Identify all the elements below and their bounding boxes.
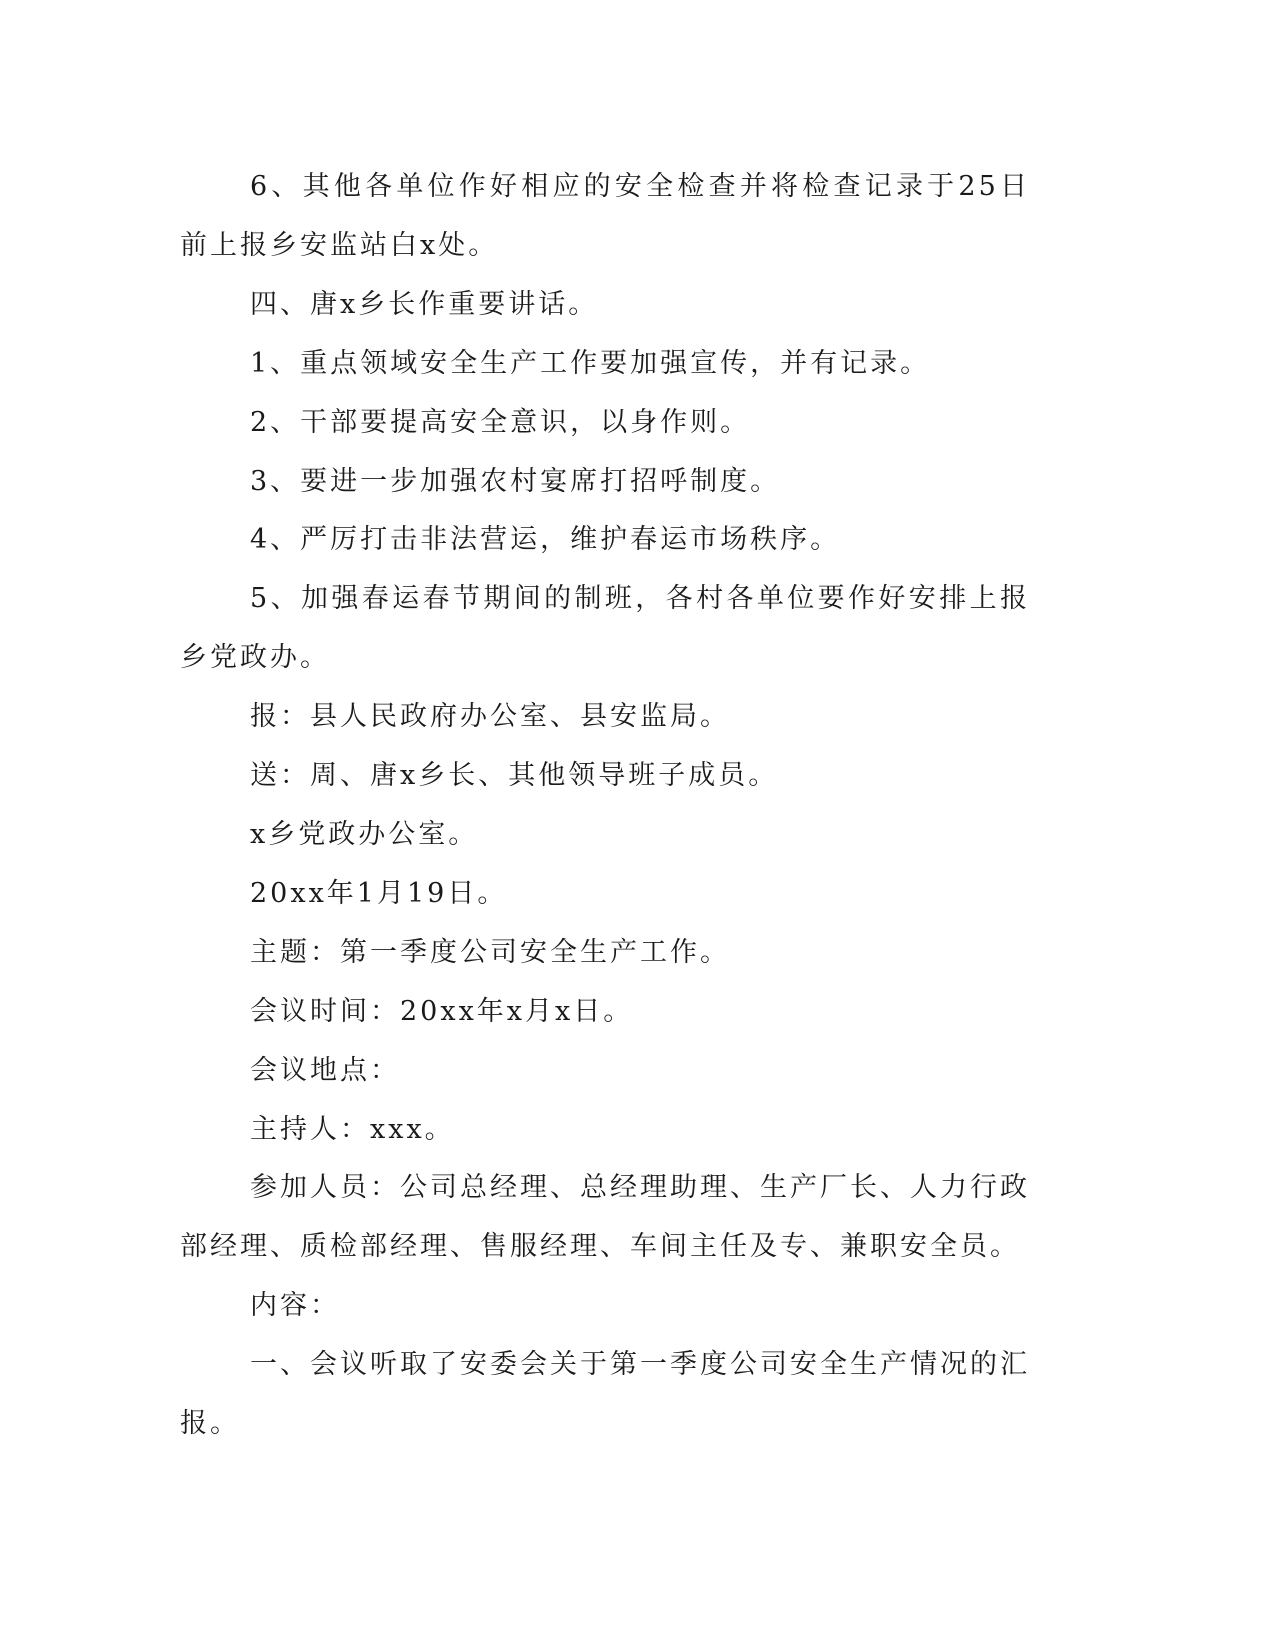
paragraph-point-2: 2、干部要提高安全意识，以身作则。: [250, 406, 751, 438]
paragraph-point-5: 5、加强春运春节期间的制班，各村各单位要作好安排上报乡党政办。: [180, 583, 1030, 674]
paragraph-content-heading: 内容：: [250, 1290, 340, 1322]
paragraph-send-to: 送：周、唐x乡长、其他领导班子成员。: [250, 760, 779, 792]
paragraph-meeting-location: 会议地点：: [250, 1054, 400, 1086]
document-body: [180, 158, 1030, 1454]
paragraph-issuing-office: x乡党政办公室。: [250, 818, 479, 850]
paragraph-point-4: 4、严厉打击非法营运，维护春运市场秩序。: [250, 524, 841, 556]
paragraph-content-item-1: 一、会议听取了安委会关于第一季度公司安全生产情况的汇报。: [180, 1349, 1030, 1440]
paragraph-meeting-host: 主持人：xxx。: [250, 1113, 455, 1145]
paragraph-report-to: 报：县人民政府办公室、县安监局。: [250, 701, 730, 733]
paragraph-meeting-time: 会议时间：20xx年x月x日。: [250, 995, 634, 1027]
paragraph-date: 20xx年1月19日。: [250, 877, 508, 909]
paragraph-point-1: 1、重点领域安全生产工作要加强宣传，并有记录。: [250, 347, 931, 379]
paragraph-meeting-topic: 主题：第一季度公司安全生产工作。: [250, 936, 730, 968]
paragraph-point-3: 3、要进一步加强农村宴席打招呼制度。: [250, 465, 781, 497]
paragraph-item-6-safety-check: 6、其他各单位作好相应的安全检查并将检查记录于25日前上报乡安监站白x处。: [180, 171, 1030, 261]
paragraph-section-4-heading: 四、唐x乡长作重要讲话。: [250, 288, 599, 320]
paragraph-attendees: 参加人员：公司总经理、总经理助理、生产厂长、人力行政部经理、质检部经理、售服经理、车间主任及专、兼职安全员。: [180, 1172, 1030, 1263]
